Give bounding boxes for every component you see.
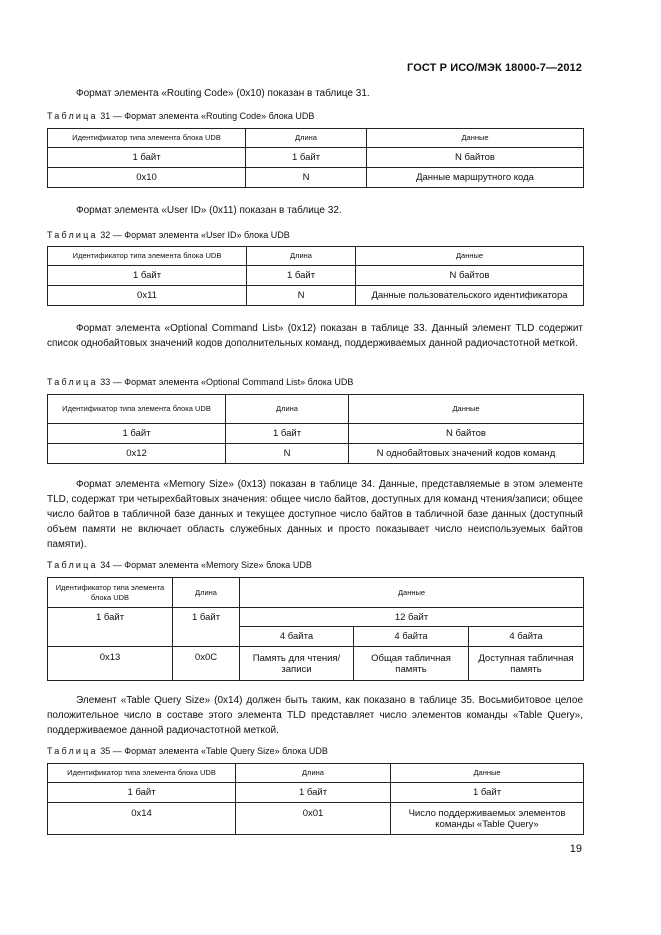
- paragraph-routing-code: Формат элемента «Routing Code» (0x10) показан в таблице 31.: [76, 88, 370, 99]
- paragraph-user-id: Формат элемента «User ID» (0x11) показан в таблице 32.: [76, 205, 342, 216]
- standard-header: ГОСТ Р ИСО/МЭК 18000-7—2012: [407, 62, 582, 74]
- header-cell: Данные: [349, 395, 584, 424]
- table-32: [47, 246, 584, 306]
- table-row: [48, 608, 584, 627]
- header-cell: Идентификатор типа элемента блока UDB: [48, 395, 226, 424]
- caption-word: Таблица: [47, 230, 98, 240]
- table-cell: 0x12: [48, 444, 226, 464]
- table-cell: 1 байт: [48, 424, 226, 444]
- table-cell: Данные маршрутного кода: [367, 168, 584, 188]
- table-row: [48, 647, 584, 681]
- paragraph-optional-command-list: Формат элемента «Optional Command List» (0x12) показан в таблице 33. Данный элемент TLD содержит список однобайтовых значений кодов дополнительных команд, поддерживаемых данной радиочастотной меткой.: [47, 323, 583, 349]
- header-cell: Длина: [247, 247, 356, 266]
- header-cell: Данные: [367, 129, 584, 148]
- table-cell: 1 байт: [236, 783, 391, 803]
- table-row: [48, 168, 584, 188]
- table-cell: Доступная табличная память: [469, 647, 584, 681]
- caption-table-32: [47, 230, 290, 240]
- table-cell: Общая табличная память: [354, 647, 469, 681]
- table-33: [47, 394, 584, 464]
- header-cell: Идентификатор типа элемента блока UDB: [48, 578, 173, 608]
- table-header-row: [48, 247, 584, 266]
- table-cell: 0x0C: [173, 647, 240, 681]
- table-cell: 0x10: [48, 168, 246, 188]
- table-row: [48, 803, 584, 835]
- caption-table-33: [47, 377, 353, 387]
- table-cell: N байтов: [367, 148, 584, 168]
- header-cell: Длина: [236, 764, 391, 783]
- table-cell: N: [247, 286, 356, 306]
- table-cell: 0x13: [48, 647, 173, 681]
- table-cell: 1 байт: [226, 424, 349, 444]
- caption-text: 33 — Формат элемента «Optional Command List» блока UDB: [100, 377, 354, 387]
- table-cell: 1 байт: [246, 148, 367, 168]
- caption-text: 31 — Формат элемента «Routing Code» блока UDB: [100, 111, 315, 121]
- table-header-row: [48, 395, 584, 424]
- caption-text: 34 — Формат элемента «Memory Size» блока UDB: [100, 560, 312, 570]
- table-row: [48, 783, 584, 803]
- caption-word: Таблица: [47, 560, 98, 570]
- table-row: [48, 148, 584, 168]
- table-cell: N: [226, 444, 349, 464]
- caption-word: Таблица: [47, 377, 98, 387]
- paragraph-memory-size: Формат элемента «Memory Size» (0x13) показан в таблице 34. Данные, представляемые в этом элементе TLD, содержат три четырехбайтовых значения: общее число байтов, доступных для команд чтения/записи; общее число байтов в табличной базе данных и текущее доступное число байтов в табличной базе данных (доступный объем памяти не включает область служебных данных и просто показывает число неиспользуемых байтов памяти).: [47, 479, 583, 550]
- table-header-row: [48, 129, 584, 148]
- header-cell: Идентификатор типа элемента блока UDB: [48, 764, 236, 783]
- table-row: [48, 424, 584, 444]
- page-number: 19: [569, 843, 582, 855]
- header-cell: Данные: [240, 578, 584, 608]
- table-34: [47, 577, 584, 681]
- caption-word: Таблица: [47, 746, 98, 756]
- table-cell: 1 байт: [48, 266, 247, 286]
- header-cell: Данные: [391, 764, 584, 783]
- table-row: [48, 266, 584, 286]
- table-cell: N: [246, 168, 367, 188]
- table-cell: 1 байт: [48, 148, 246, 168]
- table-cell: 4 байта: [469, 627, 584, 647]
- table-cell: Память для чтения/записи: [240, 647, 354, 681]
- caption-word: Таблица: [47, 111, 98, 121]
- table-cell: 1 байт: [48, 783, 236, 803]
- table-35: [47, 763, 584, 835]
- table-header-row: [48, 764, 584, 783]
- table-cell: 1 байт: [391, 783, 584, 803]
- header-cell: Длина: [246, 129, 367, 148]
- table-header-row: [48, 578, 584, 608]
- table-cell: Данные пользовательского идентификатора: [356, 286, 584, 306]
- table-cell: 1 байт: [173, 608, 240, 647]
- table-row: [48, 286, 584, 306]
- table-31: [47, 128, 584, 188]
- header-cell: Идентификатор типа элемента блока UDB: [48, 129, 246, 148]
- table-cell: N байтов: [356, 266, 584, 286]
- header-cell: Идентификатор типа элемента блока UDB: [48, 247, 247, 266]
- paragraph-table-query-size: Элемент «Table Query Size» (0x14) должен быть таким, как показано в таблице 35. Восьмибитовое целое положительное число в составе этого элемента TLD представляет число элементов команды «Table Query», поддерживаемое данной радиочастотной меткой.: [47, 695, 583, 736]
- caption-table-35: [47, 746, 328, 756]
- table-cell: 4 байта: [240, 627, 354, 647]
- header-cell: Длина: [226, 395, 349, 424]
- caption-table-31: [47, 111, 314, 121]
- table-cell: 0x14: [48, 803, 236, 835]
- header-cell: Длина: [173, 578, 240, 608]
- caption-text: 35 — Формат элемента «Table Query Size» блока UDB: [100, 746, 328, 756]
- table-cell: 1 байт: [247, 266, 356, 286]
- table-cell: N однобайтовых значений кодов команд: [349, 444, 584, 464]
- table-row: [48, 444, 584, 464]
- table-cell: 0x11: [48, 286, 247, 306]
- caption-table-34: [47, 560, 312, 570]
- table-cell: N байтов: [349, 424, 584, 444]
- caption-text: 32 — Формат элемента «User ID» блока UDB: [100, 230, 290, 240]
- table-cell: 1 байт: [48, 608, 173, 647]
- header-cell: Данные: [356, 247, 584, 266]
- table-cell: 0x01: [236, 803, 391, 835]
- table-cell: 12 байт: [240, 608, 584, 627]
- table-cell: 4 байта: [354, 627, 469, 647]
- table-cell: Число поддерживаемых элементов команды «Table Query»: [391, 803, 584, 835]
